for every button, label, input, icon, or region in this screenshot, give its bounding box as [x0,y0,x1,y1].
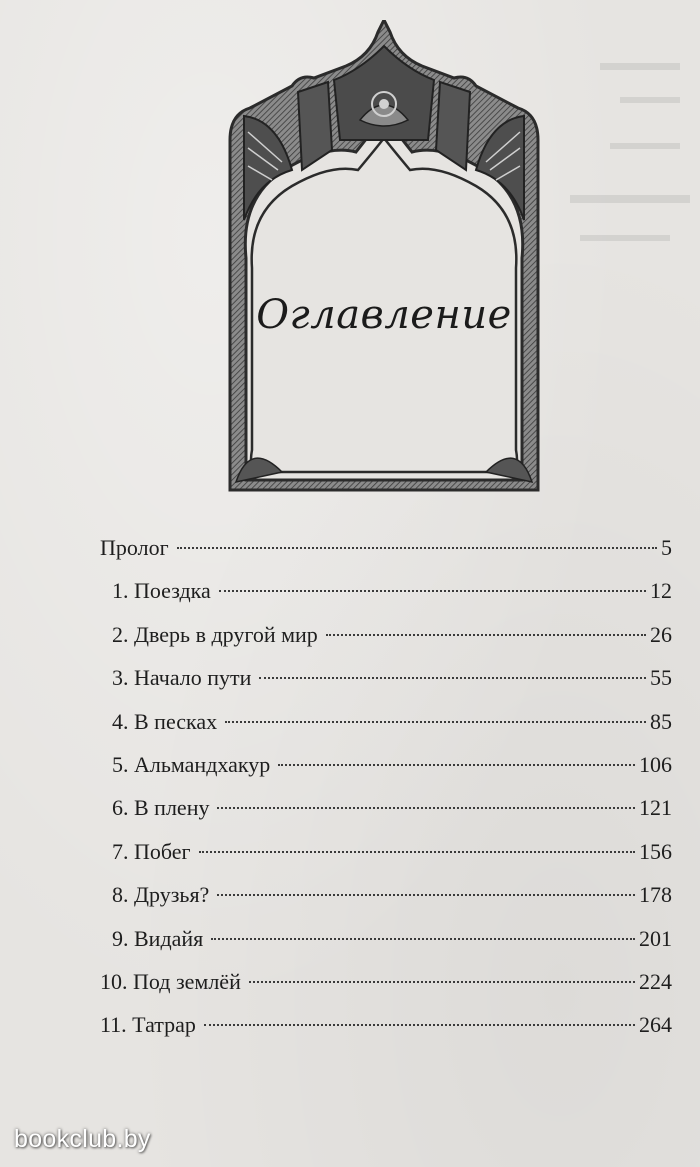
bleed-through-text [560,55,700,255]
dot-leader [199,851,635,853]
dot-leader [225,721,646,723]
toc-entry-title: 7. Побег [112,838,191,864]
table-of-contents [100,533,672,1054]
toc-entry-page: 26 [650,621,672,647]
toc-entry[interactable] [100,576,672,619]
ornamental-frame [222,20,546,498]
dot-leader [211,938,635,940]
toc-entry[interactable] [100,793,672,836]
toc-entry-title: 9. Видайя [112,925,204,951]
toc-entry-title: 6. В плену [112,795,210,821]
toc-entry-page: 55 [650,665,672,691]
toc-entry-title: 8. Друзья? [112,882,210,908]
toc-entry-page: 85 [650,708,672,734]
toc-entry-title: 5. Альмандхакур [112,751,271,777]
toc-entry-title: 4. В песках [112,708,218,734]
toc-entry[interactable] [100,837,672,880]
toc-entry[interactable] [100,750,672,793]
arch-frame-ornament [222,20,546,498]
toc-entry[interactable] [100,880,672,923]
toc-entry-page: 121 [639,795,672,821]
toc-entry-title: 3. Начало пути [112,665,252,691]
toc-entry[interactable] [100,533,672,576]
toc-entry-page: 264 [639,1012,672,1038]
toc-entry-page: 201 [639,925,672,951]
toc-entry[interactable] [100,707,672,750]
toc-entry-title: 10. Под землёй [100,968,241,994]
toc-entry-title: Пролог [100,535,169,560]
dot-leader [177,547,657,549]
toc-entry[interactable] [100,620,672,663]
dot-leader [204,1024,635,1026]
toc-entry[interactable] [100,1010,672,1053]
toc-entry-page: 224 [639,968,672,994]
toc-entry-title: 11. Татрар [100,1012,196,1038]
page-title: Оглавление [256,292,512,338]
dot-leader [278,764,635,766]
site-watermark: bookclub.by [14,1125,151,1153]
toc-entry[interactable] [100,924,672,967]
toc-entry-page: 156 [639,838,672,864]
toc-entry-page: 12 [650,578,672,604]
toc-entry-page: 5 [661,535,672,560]
toc-entry[interactable] [100,663,672,706]
dot-leader [326,634,646,636]
toc-entry-page: 178 [639,882,672,908]
dot-leader [217,894,635,896]
toc-entry[interactable] [100,967,672,1010]
toc-entry-title: 2. Дверь в другой мир [112,621,318,647]
dot-leader [219,590,646,592]
dot-leader [217,807,635,809]
dot-leader [259,677,646,679]
toc-entry-page: 106 [639,751,672,777]
dot-leader [249,981,635,983]
toc-entry-title: 1. Поездка [112,578,211,604]
